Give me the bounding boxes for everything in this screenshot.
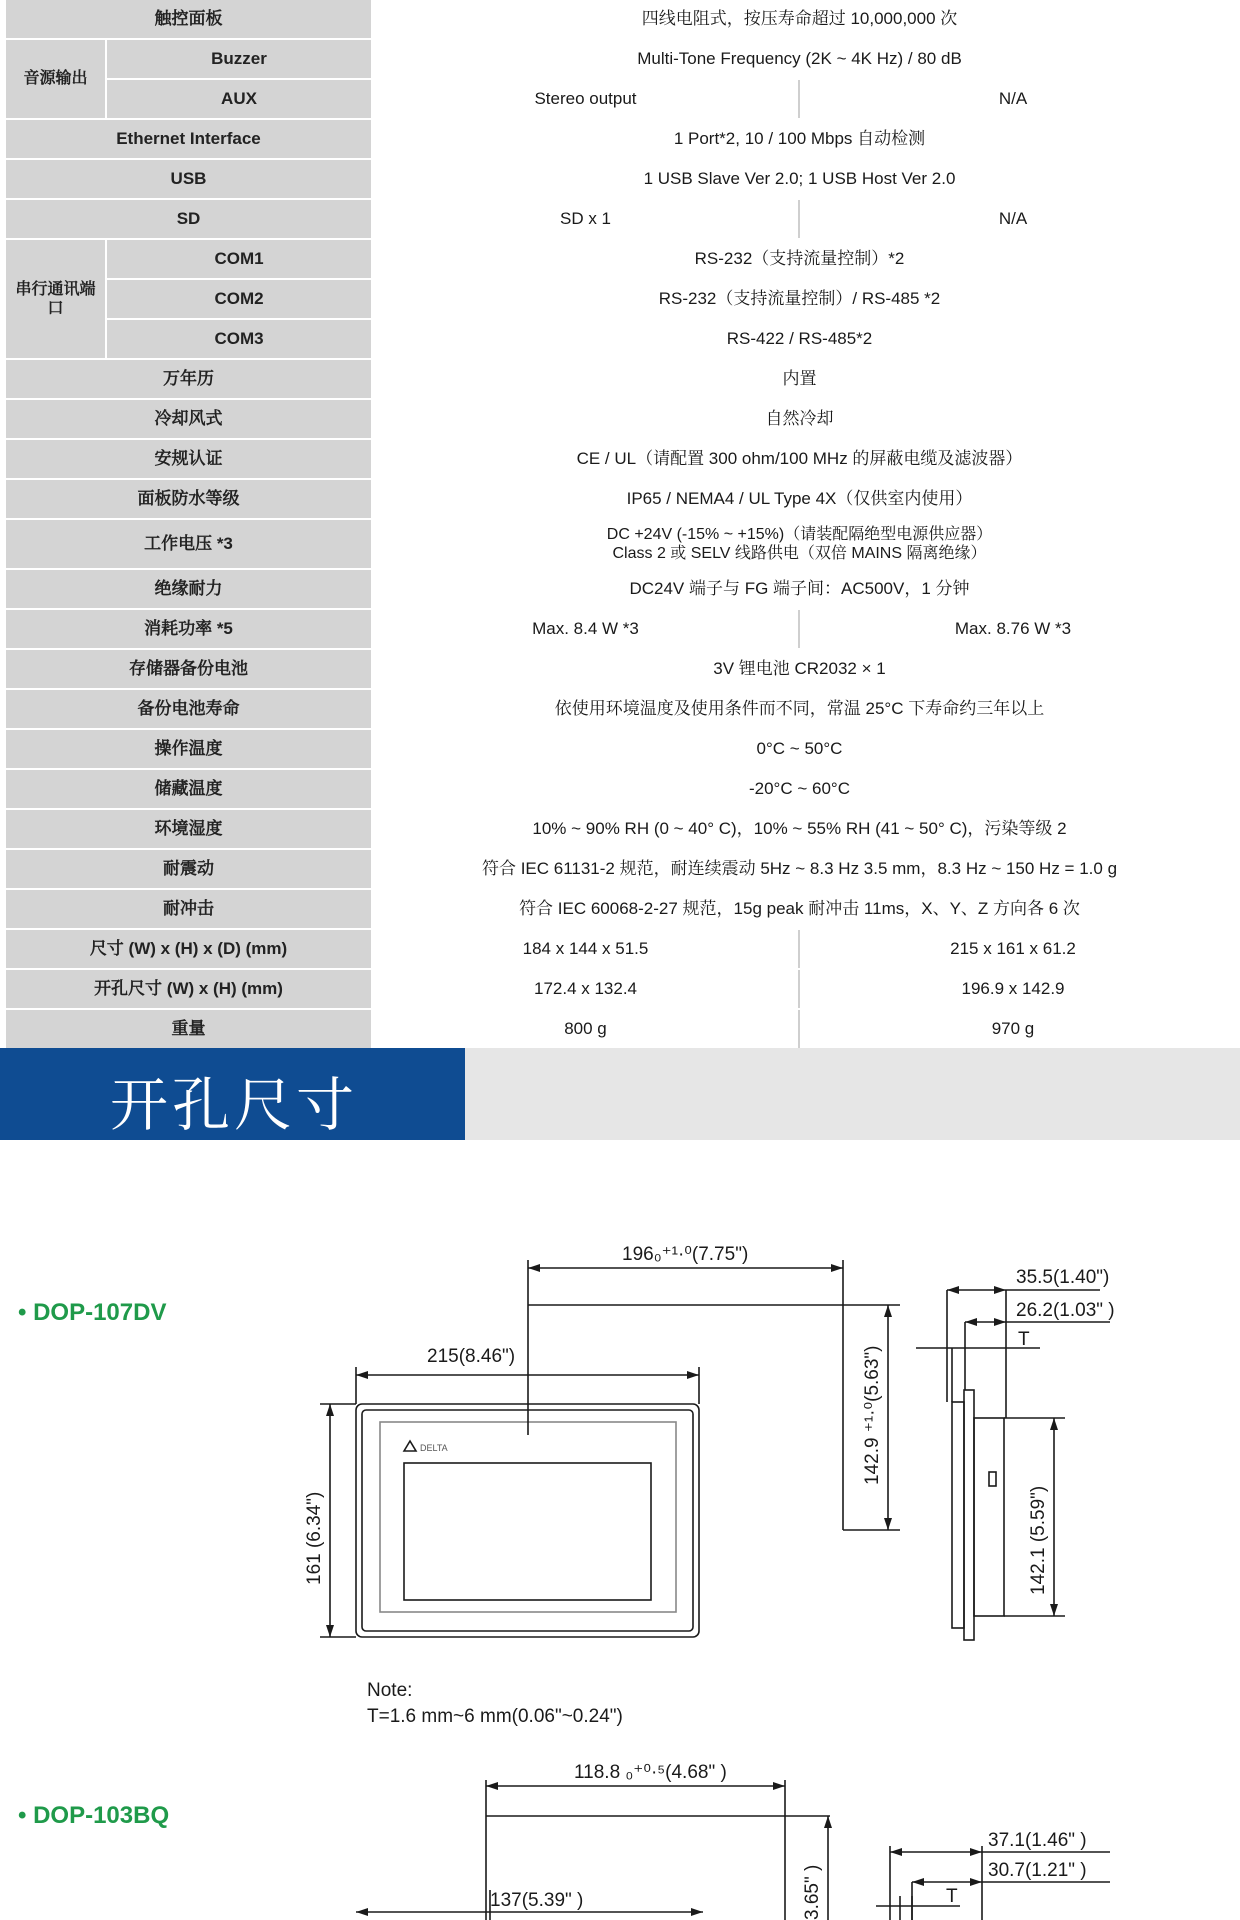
row-label: 存储器备份电池 xyxy=(6,649,372,689)
table-row xyxy=(6,479,1226,519)
table-row xyxy=(6,319,1226,359)
cutout-width-label-2: 118.8 ₀⁺⁰·⁵(4.68" ) xyxy=(574,1762,727,1783)
row-value: -20°C ~ 60°C xyxy=(372,769,1226,809)
table-row xyxy=(6,929,1226,969)
row-label: 冷却风式 xyxy=(6,399,372,439)
table-row xyxy=(6,199,1226,239)
row-value: 依使用环境温度及使用条件而不同，常温 25°C 下寿命约三年以上 xyxy=(372,689,1226,729)
height-label-2: 3.65" ) xyxy=(802,1864,823,1920)
row-label: 消耗功率 *5 xyxy=(6,609,372,649)
row-value: Max. 8.76 W *3 xyxy=(799,609,1226,649)
row-label: 环境湿度 xyxy=(6,809,372,849)
note-title: Note: xyxy=(367,1680,413,1701)
row-label: 工作电压 *3 xyxy=(6,519,372,569)
side-view-connector xyxy=(989,1472,996,1486)
row-label: Buzzer xyxy=(106,39,372,79)
table-row xyxy=(6,79,1226,119)
depth-rear-label: 26.2(1.03" ) xyxy=(1016,1300,1115,1321)
row-value: SD x 1 xyxy=(372,199,799,239)
row-label: 耐震动 xyxy=(6,849,372,889)
row-value: CE / UL（请配置 300 ohm/100 MHz 的屏蔽电缆及滤波器） xyxy=(372,439,1226,479)
table-row xyxy=(6,39,1226,79)
table-row xyxy=(6,439,1226,479)
row-label: 触控面板 xyxy=(6,0,372,39)
row-value: 1 Port*2, 10 / 100 Mbps 自动检测 xyxy=(372,119,1226,159)
table-row xyxy=(6,399,1226,439)
logo-text: DELTA xyxy=(420,1443,448,1453)
row-value: 215 x 161 x 61.2 xyxy=(799,929,1226,969)
row-value: 184 x 144 x 51.5 xyxy=(372,929,799,969)
row-value: 内置 xyxy=(372,359,1226,399)
section-banner xyxy=(0,1048,1240,1140)
row-value: 800 g xyxy=(372,1009,799,1049)
banner-title-block xyxy=(0,1048,465,1140)
row-value: N/A xyxy=(799,199,1226,239)
table-row xyxy=(6,969,1226,1009)
table-row xyxy=(6,0,1226,39)
delta-logo-icon xyxy=(404,1441,416,1451)
thickness-label-2: T xyxy=(946,1886,958,1907)
row-label: SD xyxy=(6,199,372,239)
row-value: 自然冷却 xyxy=(372,399,1226,439)
row-label: 万年历 xyxy=(6,359,372,399)
height-label: 161 (6.34") xyxy=(304,1491,325,1585)
row-label: 重量 xyxy=(6,1009,372,1049)
depth-total-label: 35.5(1.40") xyxy=(1016,1267,1110,1288)
row-group-label: 串行通讯端口 xyxy=(6,239,106,359)
table-row xyxy=(6,279,1226,319)
row-label: 开孔尺寸 (W) x (H) (mm) xyxy=(6,969,372,1009)
side-view-front-plate xyxy=(952,1402,964,1628)
row-value: 3V 锂电池 CR2032 × 1 xyxy=(372,649,1226,689)
row-label: COM3 xyxy=(106,319,372,359)
row-value: 1 USB Slave Ver 2.0; 1 USB Host Ver 2.0 xyxy=(372,159,1226,199)
banner-title: 开孔尺寸 xyxy=(110,1071,359,1139)
row-label: 安规认证 xyxy=(6,439,372,479)
row-label: 操作温度 xyxy=(6,729,372,769)
row-label: 储藏温度 xyxy=(6,769,372,809)
row-label: Ethernet Interface xyxy=(6,119,372,159)
model-label-dop-103bq: • DOP-103BQ xyxy=(18,1802,170,1829)
note-text: T=1.6 mm~6 mm(0.06"~0.24") xyxy=(367,1706,623,1727)
width-label-2: 137(5.39" ) xyxy=(490,1890,584,1911)
row-label: 耐冲击 xyxy=(6,889,372,929)
row-label: COM2 xyxy=(106,279,372,319)
row-value: 172.4 x 132.4 xyxy=(372,969,799,1009)
row-label: AUX xyxy=(106,79,372,119)
model-label-dop-107dv: • DOP-107DV xyxy=(18,1299,167,1326)
row-label: COM1 xyxy=(106,239,372,279)
front-panel-outline xyxy=(356,1404,699,1637)
table-row xyxy=(6,1009,1226,1049)
cutout-width-label: 196₀⁺¹·⁰(7.75") xyxy=(622,1244,749,1265)
row-group-label: 音源输出 xyxy=(6,39,106,119)
table-row xyxy=(6,729,1226,769)
side-height-label: 142.1 (5.59") xyxy=(1028,1485,1049,1595)
drawing-dop-103bq xyxy=(18,1762,1110,1920)
side-view-body xyxy=(974,1418,1004,1616)
side-view-mount xyxy=(964,1390,974,1640)
table-row xyxy=(6,689,1226,729)
row-value: 符合 IEC 61131-2 规范，耐连续震动 5Hz ~ 8.3 Hz 3.5 mm，8.3 Hz ~ 150 Hz = 1.0 g xyxy=(372,849,1226,889)
row-value: Max. 8.4 W *3 xyxy=(372,609,799,649)
row-value: 10% ~ 90% RH (0 ~ 40° C)，10% ~ 55% RH (41 ~ 50° C)，污染等级 2 xyxy=(372,809,1226,849)
table-row xyxy=(6,889,1226,929)
row-label: 尺寸 (W) x (H) x (D) (mm) xyxy=(6,929,372,969)
row-label: USB xyxy=(6,159,372,199)
width-label: 215(8.46") xyxy=(427,1346,516,1367)
row-value: Stereo output xyxy=(372,79,799,119)
drawing-dop-107dv xyxy=(18,1244,1115,1727)
cutout-drawings xyxy=(0,1140,1240,1920)
row-value: N/A xyxy=(799,79,1226,119)
front-panel-screen xyxy=(404,1463,651,1600)
table-row xyxy=(6,239,1226,279)
thickness-label: T xyxy=(1018,1329,1030,1350)
cutout-height-label: 142.9 ⁺¹·⁰(5.63") xyxy=(862,1345,883,1485)
table-row xyxy=(6,159,1226,199)
table-row xyxy=(6,769,1226,809)
table-row xyxy=(6,359,1226,399)
depth-rear-label-2: 30.7(1.21" ) xyxy=(988,1860,1087,1881)
row-value: RS-232（支持流量控制）/ RS-485 *2 xyxy=(372,279,1226,319)
spec-table xyxy=(6,0,1226,1050)
row-label: 备份电池寿命 xyxy=(6,689,372,729)
row-label: 面板防水等级 xyxy=(6,479,372,519)
row-value: IP65 / NEMA4 / UL Type 4X（仅供室内使用） xyxy=(372,479,1226,519)
depth-total-label-2: 37.1(1.46" ) xyxy=(988,1830,1087,1851)
table-row xyxy=(6,649,1226,689)
row-value: 0°C ~ 50°C xyxy=(372,729,1226,769)
row-label: 绝缘耐力 xyxy=(6,569,372,609)
table-row xyxy=(6,569,1226,609)
row-value: 970 g xyxy=(799,1009,1226,1049)
row-value: Multi-Tone Frequency (2K ~ 4K Hz) / 80 dB xyxy=(372,39,1226,79)
row-value: DC +24V (-15% ~ +15%)（请装配隔绝型电源供应器） Class 2 或 SELV 线路供电（双倍 MAINS 隔离绝缘） xyxy=(372,519,1226,569)
row-value: DC24V 端子与 FG 端子间：AC500V，1 分钟 xyxy=(372,569,1226,609)
table-row xyxy=(6,119,1226,159)
row-value: RS-422 / RS-485*2 xyxy=(372,319,1226,359)
table-row xyxy=(6,519,1226,569)
table-row xyxy=(6,609,1226,649)
row-value: 符合 IEC 60068-2-27 规范，15g peak 耐冲击 11ms，X、Y、Z 方向各 6 次 xyxy=(372,889,1226,929)
table-row xyxy=(6,849,1226,889)
row-value: RS-232（支持流量控制）*2 xyxy=(372,239,1226,279)
table-row xyxy=(6,809,1226,849)
row-value: 196.9 x 142.9 xyxy=(799,969,1226,1009)
row-value: 四线电阻式，按压寿命超过 10,000,000 次 xyxy=(372,0,1226,39)
